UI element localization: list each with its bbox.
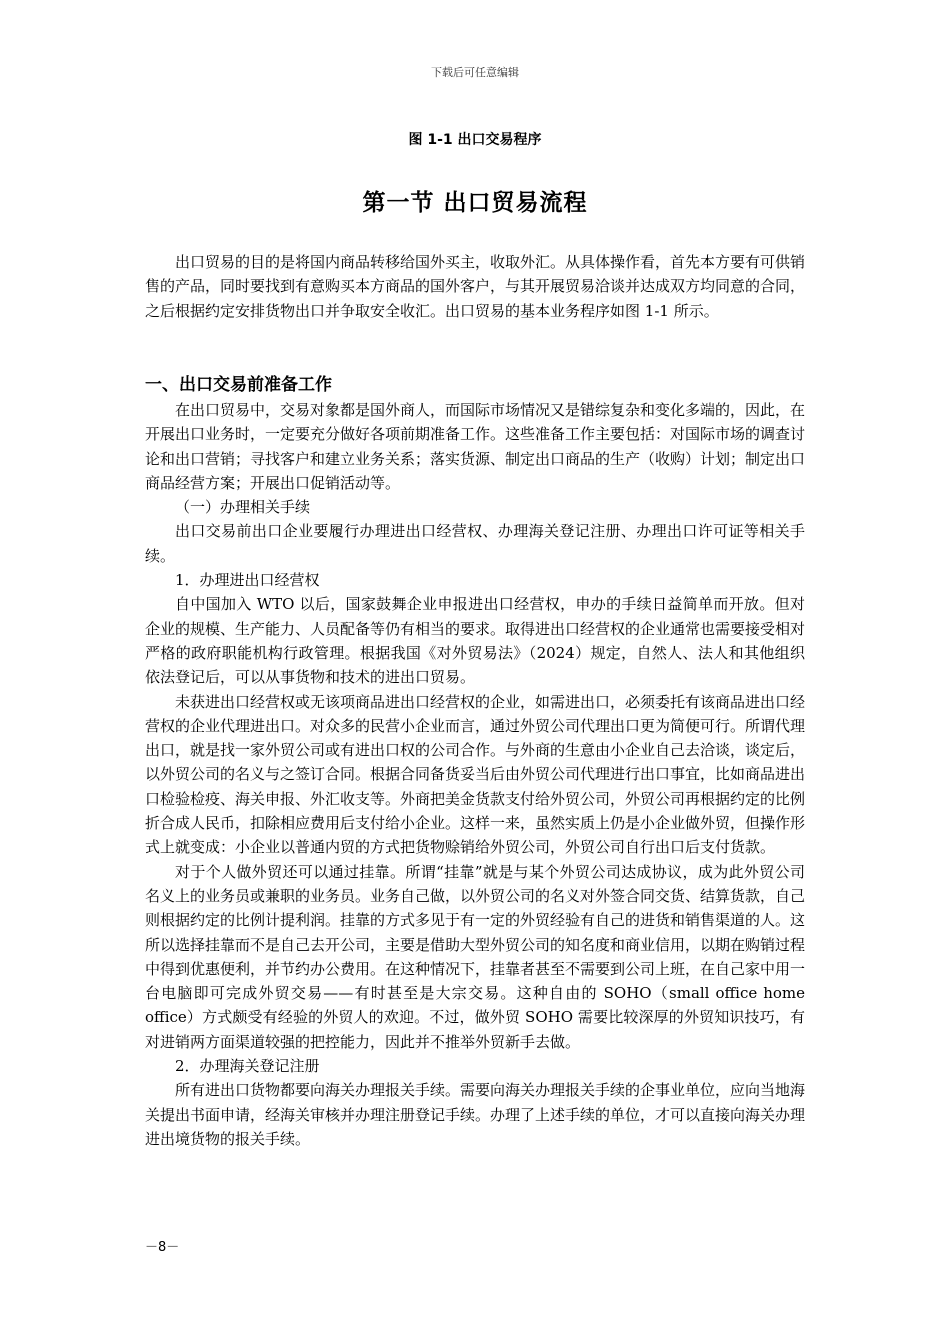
paragraph-4: 未获进出口经营权或无该项商品进出口经营权的企业，如需进出口，必须委托有该商品进出口经营权的企业代理进出口。对众多的民营小企业而言，通过外贸公司代理出口更为简便可行。所谓代理出口，就是找一家外贸公司或有进出口权的公司合作。与外商的生意由小企业自己去洽谈，谈定后，以外贸公司的名义与之签订合同。根据合同备货妥当后由外贸公司代理进行出口事宜，比如商品进出口检验检疫、海关申报、外汇收支等。外商把美金货款支付给外贸公司，外贸公司再根据约定的比例折合成人民币，扣除相应费用后支付给小企业。这样一来，虽然实质上仍是小企业做外贸，但操作形式上就变成：小企业以普通内贸的方式把货物赊销给外贸公司，外贸公司自行出口后支付货款。 xyxy=(145,692,806,857)
figure-caption: 图 1-1 出口交易程序 xyxy=(408,132,542,148)
intro-block xyxy=(145,250,805,323)
heading-1: 一、出口交易前准备工作 xyxy=(145,375,332,395)
paragraph-5: 对于个人做外贸还可以通过挂靠。所谓“挂靠”就是与某个外贸公司达成协议，成为此外贸公司名义上的业务员或兼职的业务员。业务自己做，以外贸公司的名义对外签合同交货、结算货款，自己则根据约定的比例计提利润。挂靠的方式多见于有一定的外贸经验有自己的进货和销售渠道的人。这所以选择挂靠而不是自己去开公司，主要是借助大型外贸公司的知名度和商业信用，以期在购销过程中得到优惠便利，并节约办公费用。在这种情况下，挂靠者甚至不需要到公司上班，在自己家中用一台电脑即可完成外贸交易——有时甚至是大宗交易。这种自由的 SOHO（small office home office）方式颇受有经验的外贸人的欢迎。不过，做外贸 SOHO 需要比较深厚的外贸知识技巧，有对进销两方面渠道较强的把控能力，因此并不推举外贸新手去做。 xyxy=(145,862,806,1051)
paragraph-3: 自中国加入 WTO 以后，国家鼓舞企业申报进出口经营权，申办的手续日益简单而开放。但对企业的规模、生产能力、人员配备等仍有相当的要求。取得进出口经营权的企业通常也需要接受相对严格的政府职能机构行政管理。根据我国《对外贸易法》（2024）规定，自然人、法人和其他组织依法登记后，可以从事货物和技术的进出口贸易。 xyxy=(145,595,806,687)
paragraph-6: 所有进出口货物都要向海关办理报关手续。需要向海关办理报关手续的企事业单位，应向当地海关提出书面申请，经海关审核并办理注册登记手续。办理了上述手续的单位，才可以直接向海关办理进出境货物的报关手续。 xyxy=(145,1081,806,1148)
list-item-1: 1．办理进出口经营权 xyxy=(175,571,320,590)
section-title: 第一节 出口贸易流程 xyxy=(362,190,588,216)
main-text-block xyxy=(145,372,805,1151)
page-header-note: 下载后可任意编辑 xyxy=(431,66,519,79)
list-item-2: 2．办理海关登记注册 xyxy=(175,1057,320,1076)
page-number: －8－ xyxy=(145,1240,180,1255)
paragraph-2: 出口交易前出口企业要履行办理进出口经营权、办理海关登记注册、办理出口许可证等相关手续。 xyxy=(145,522,805,565)
paragraph-1: 在出口贸易中，交易对象都是国外商人，而国际市场情况又是错综复杂和变化多端的，因此，在开展出口业务时，一定要充分做好各项前期准备工作。这些准备工作主要包括：对国际市场的调查讨论和出口营销；寻找客户和建立业务关系；落实货源、制定出口商品的生产（收购）计划；制定出口商品经营方案；开展出口促销活动等。 xyxy=(145,401,806,492)
intro-paragraph: 出口贸易的目的是将国内商品转移给国外买主，收取外汇。从具体操作看，首先本方要有可供销售的产品，同时要找到有意购买本方商品的国外客户，与其开展贸易洽谈并达成双方均同意的合同，之后根据约定安排货物出口并争取安全收汇。出口贸易的基本业务程序如图 1-1 所示。 xyxy=(145,253,806,320)
subheading-1: （一）办理相关手续 xyxy=(175,498,311,517)
